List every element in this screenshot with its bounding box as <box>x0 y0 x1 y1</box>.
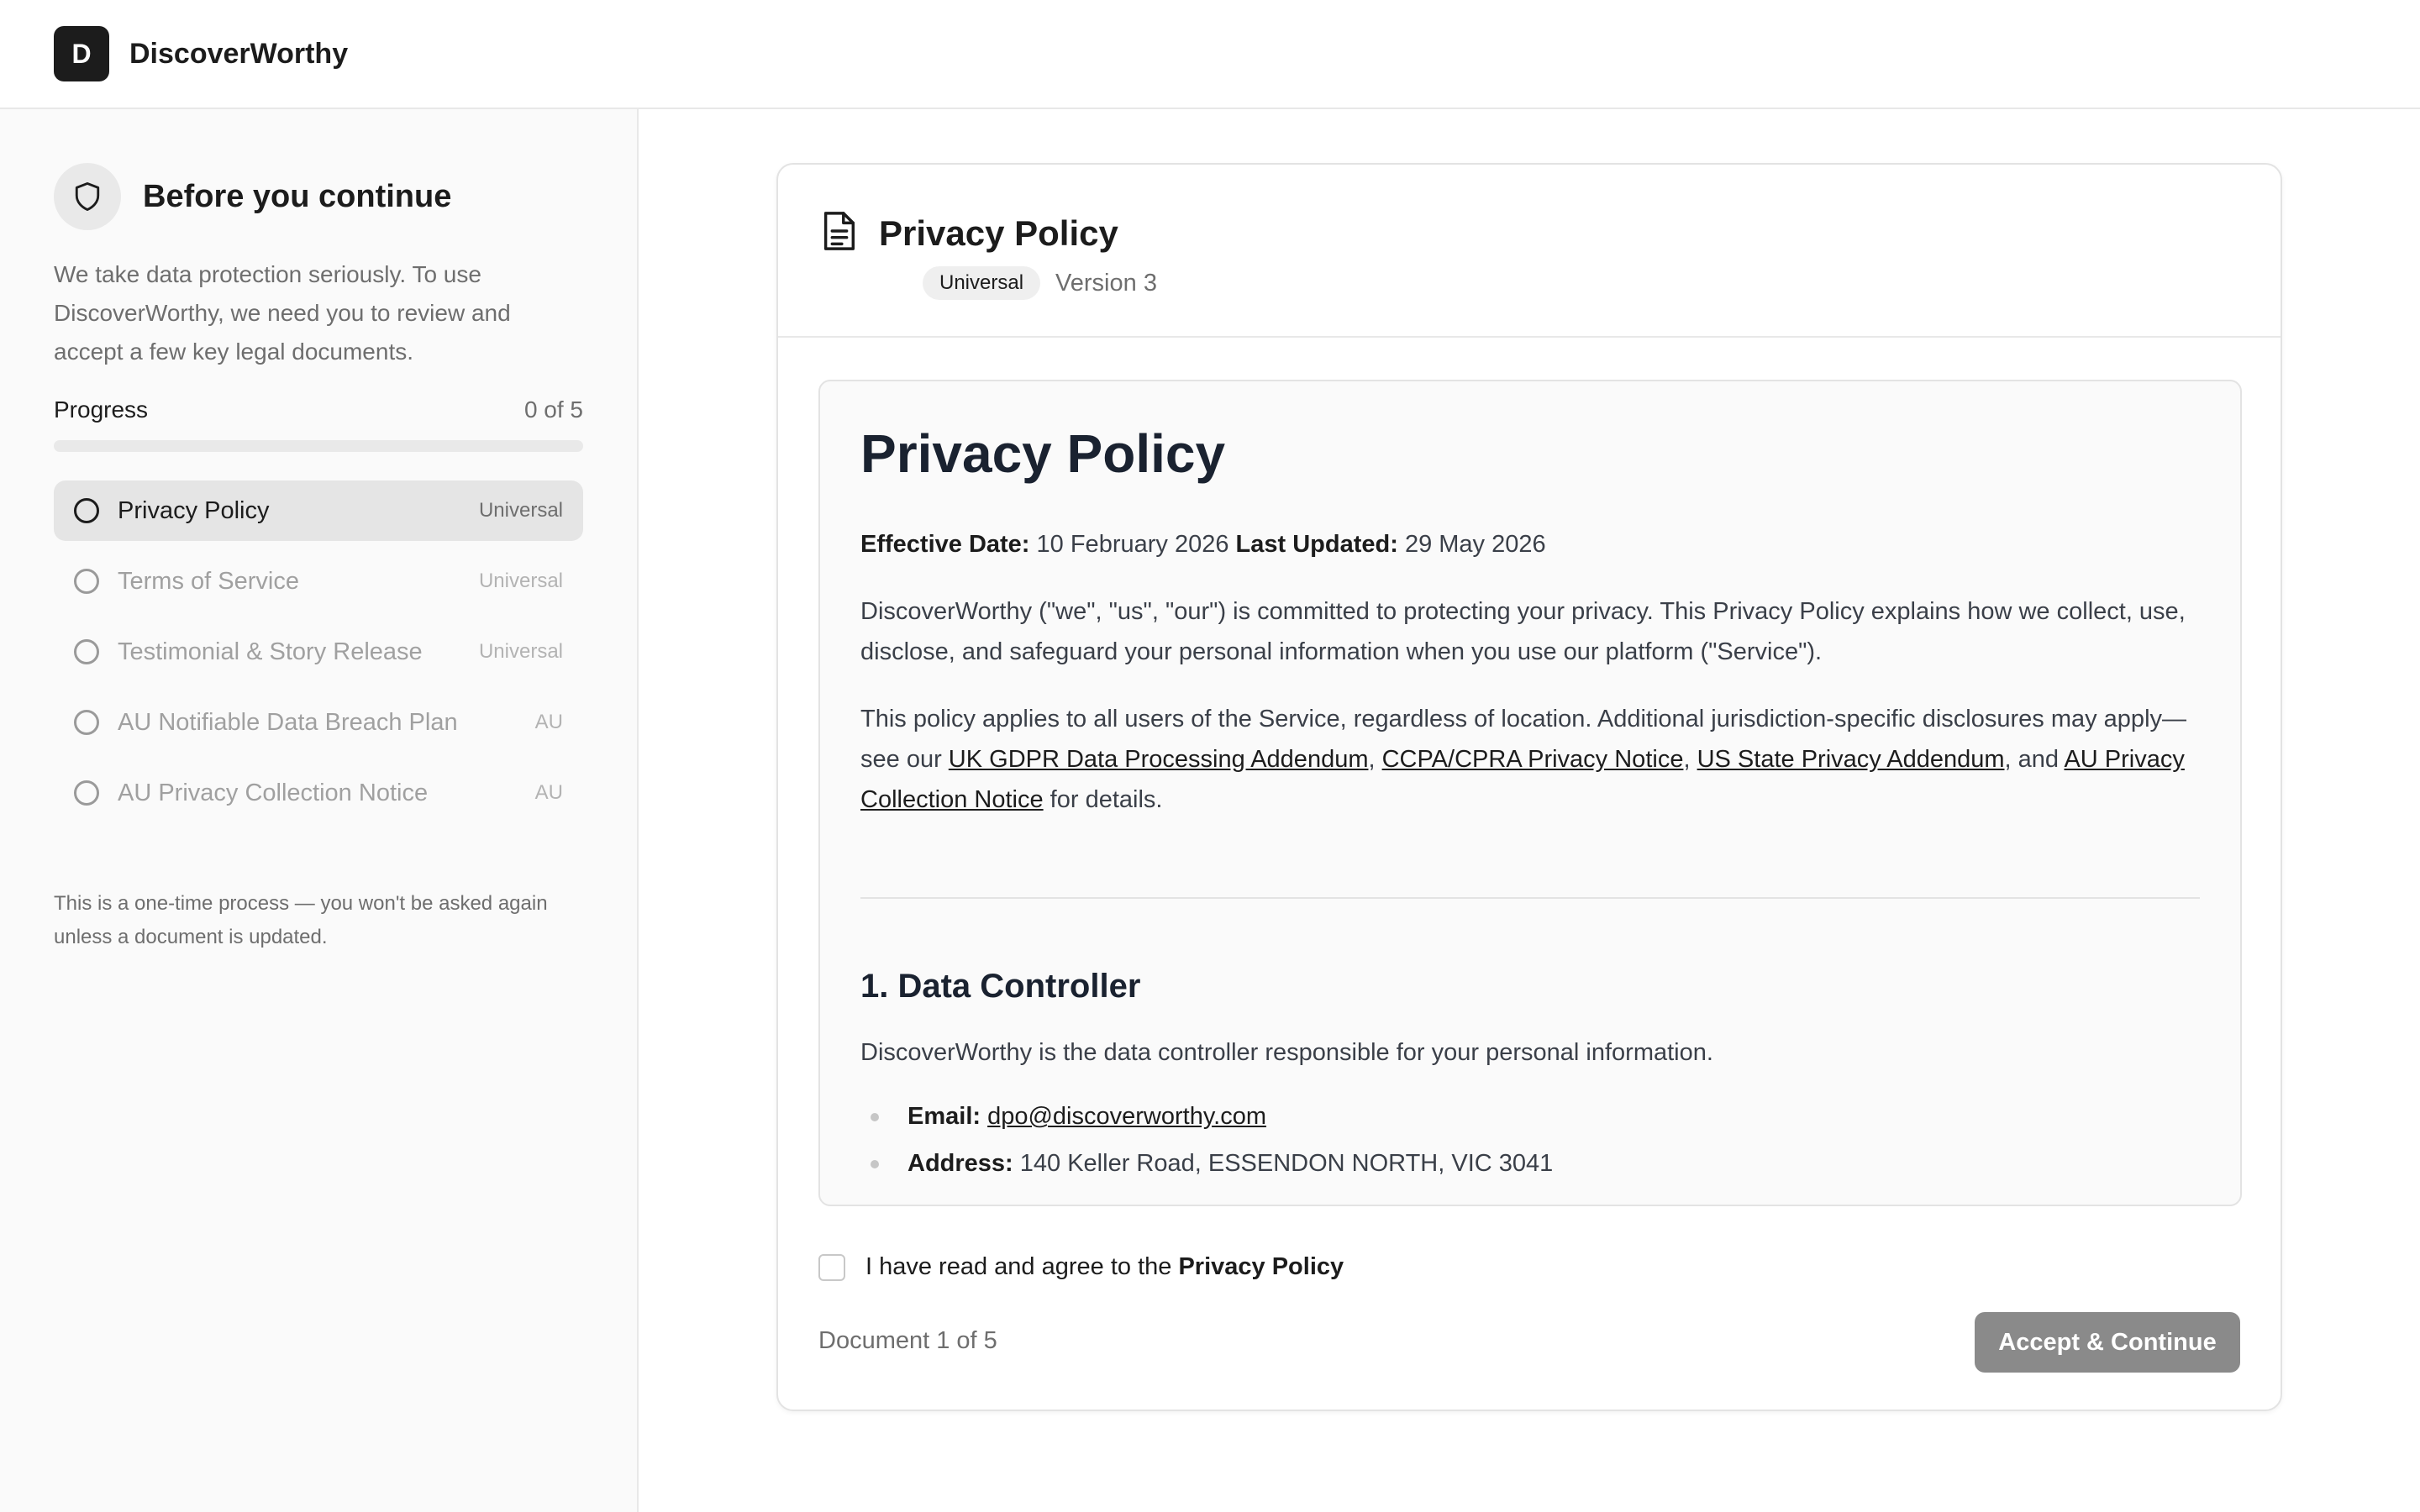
agree-checkbox[interactable] <box>818 1254 845 1281</box>
sidebar-header <box>54 163 583 230</box>
uk-gdpr-addendum-link[interactable]: UK GDPR Data Processing Addendum <box>948 746 1369 773</box>
status-circle-icon <box>74 498 99 523</box>
agree-label[interactable] <box>865 1253 1344 1281</box>
document-card <box>776 163 2282 1411</box>
top-bar <box>0 0 2420 109</box>
shield-icon <box>54 163 121 230</box>
address-label: Address: <box>908 1150 1013 1177</box>
version-label: Version 3 <box>1055 269 1157 297</box>
contact-list <box>860 1093 2200 1187</box>
app-logo: D <box>54 26 109 81</box>
doc-item-tag: Universal <box>478 499 563 522</box>
effective-date-value: 10 February 2026 <box>1036 531 1229 558</box>
section-text: DiscoverWorthy is the data controller responsible for your personal information. <box>860 1039 1713 1066</box>
doc-item-label: Testimonial & Story Release <box>118 638 423 665</box>
doc-item-label: AU Notifiable Data Breach Plan <box>118 708 458 736</box>
doc-item-tag: AU <box>534 781 563 804</box>
scope-paragraph-and: , and <box>2004 746 2059 773</box>
consent-sidebar <box>0 109 639 1512</box>
us-state-addendum-link[interactable]: US State Privacy Addendum <box>1697 746 2005 773</box>
scope-paragraph: This policy applies to all users of the Service, regardless of location. Additional jurisdiction-specific disclosures may apply—see our UK GDPR Data Processing Addendum, CCPA/CPRA Privacy Notice, US State Privacy Addendum, and AU Privacy Collection Notice for details. <box>860 706 2187 813</box>
document-list <box>54 480 583 823</box>
document-icon <box>820 210 857 256</box>
doc-item-label: Privacy Policy <box>118 496 270 524</box>
section-heading: 1. Data Controller <box>860 968 1141 1005</box>
sidebar-footer-note: This is a one-time process — you won't be asked again unless a document is updated. <box>54 892 548 948</box>
scope-paragraph-text: This policy applies to all users of the Service, regardless of location. Additional jurisdiction-specific disclosures may apply—see our <box>860 706 2187 773</box>
doc-item-privacy-policy[interactable] <box>54 480 583 541</box>
list-item <box>860 1140 2200 1187</box>
document-counter: Document 1 of 5 <box>818 1327 997 1354</box>
progress-bar <box>54 440 583 452</box>
sidebar-description: We take data protection seriously. To use DiscoverWorthy, we need you to review and accept a few key legal documents. <box>54 261 511 365</box>
ccpa-notice-link[interactable]: CCPA/CPRA Privacy Notice <box>1381 746 1684 773</box>
doc-item-au-breach-plan[interactable] <box>54 692 583 753</box>
sidebar-title: Before you continue <box>143 178 452 214</box>
scope-paragraph-suffix: for details. <box>1050 786 1163 813</box>
progress-row <box>54 396 583 423</box>
status-circle-icon <box>74 710 99 735</box>
doc-item-label: Terms of Service <box>118 567 299 595</box>
doc-item-label: AU Privacy Collection Notice <box>118 779 429 806</box>
email-label: Email: <box>908 1103 981 1130</box>
accept-continue-button[interactable]: Accept & Continue <box>1975 1312 2240 1373</box>
doc-item-tag: Universal <box>478 570 563 592</box>
progress-count: 0 of 5 <box>523 396 583 423</box>
dpo-email-link[interactable]: dpo@discoverworthy.com <box>987 1103 1267 1130</box>
status-circle-icon <box>74 780 99 806</box>
status-circle-icon <box>74 639 99 664</box>
card-title: Privacy Policy <box>879 213 1118 253</box>
doc-item-testimonial-release[interactable] <box>54 622 583 682</box>
au-collection-notice-link[interactable]: AU Privacy Collection Notice <box>860 746 2185 813</box>
effective-date-label: Effective Date: <box>860 531 1030 558</box>
doc-item-terms-of-service[interactable] <box>54 551 583 612</box>
document-dates <box>860 524 2200 564</box>
doc-item-tag: Universal <box>478 640 563 663</box>
status-circle-icon <box>74 569 99 594</box>
agree-document-name: Privacy Policy <box>1178 1253 1344 1280</box>
agree-row[interactable] <box>818 1253 1344 1281</box>
progress-label: Progress <box>54 396 149 423</box>
agree-text: I have read and agree to the <box>865 1253 1172 1280</box>
intro-paragraph: DiscoverWorthy ("we", "us", "our") is committed to protecting your privacy. This Privacy Policy explains how we collect, use, disclose, and safeguard your personal information when you use our platform ("Service"). <box>860 598 2186 665</box>
doc-item-au-collection-notice[interactable] <box>54 763 583 823</box>
last-updated-value: 29 May 2026 <box>1404 531 1546 558</box>
document-heading: Privacy Policy <box>860 423 1226 484</box>
address-value: 140 Keller Road, ESSENDON NORTH, VIC 3041 <box>1019 1150 1554 1177</box>
scope-badge: Universal <box>923 266 1040 300</box>
doc-item-tag: AU <box>534 711 563 733</box>
app-name: DiscoverWorthy <box>129 37 349 70</box>
last-updated-label: Last Updated: <box>1235 531 1398 558</box>
list-item <box>860 1093 2200 1140</box>
section-divider <box>860 897 2200 899</box>
document-content[interactable] <box>818 380 2242 1206</box>
card-header <box>778 165 2281 338</box>
